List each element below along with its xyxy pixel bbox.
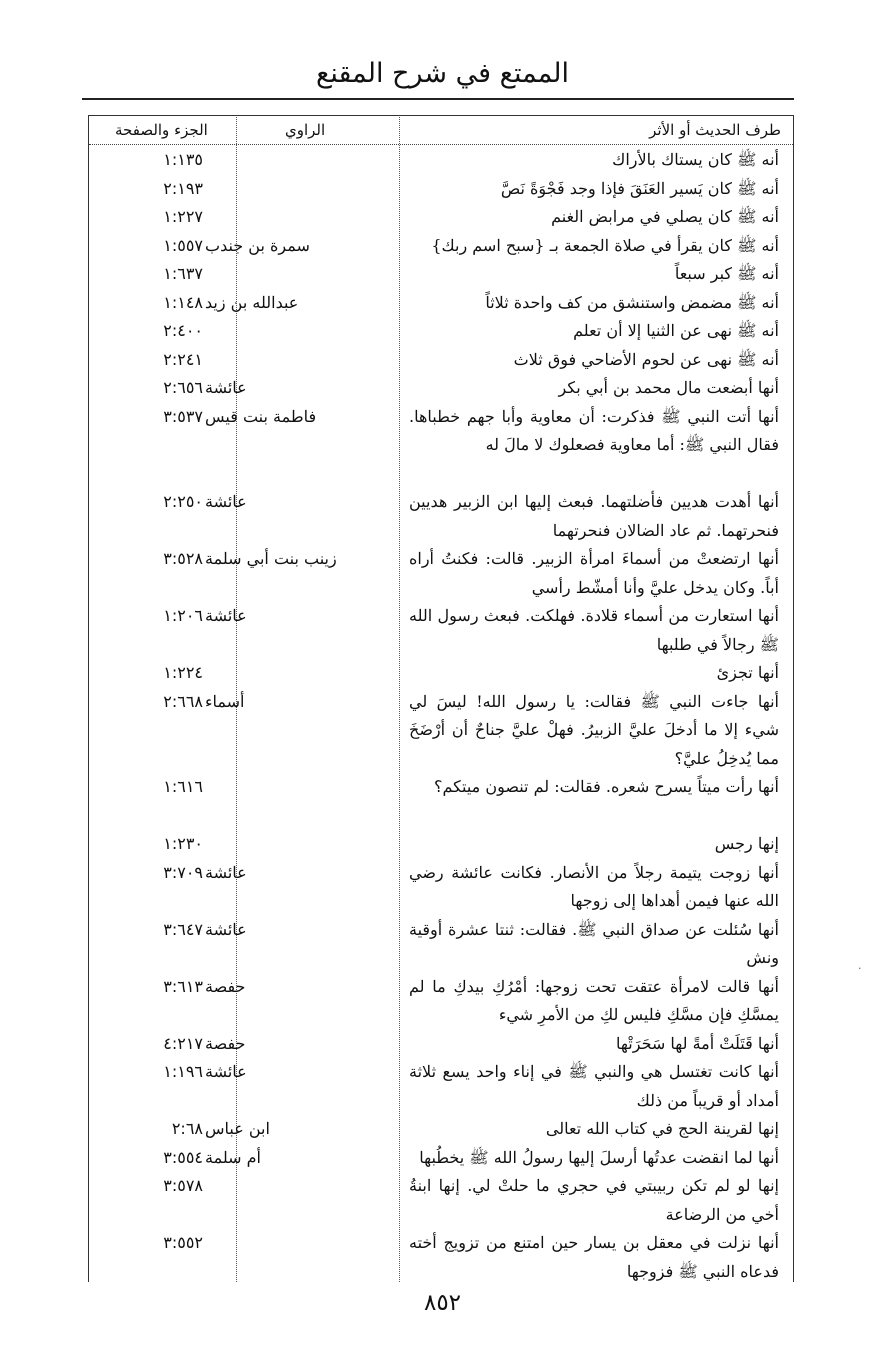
hadith-text-cell: أنه ﷺ كان يستاك بالأراك: [612, 150, 779, 169]
narrator-cell: عائشة: [205, 606, 247, 625]
hadith-text-cell: أنها جاءت النبي ﷺ فقالت: يا رسول الله! ليسَ لي شيء إلا ما أدخلَ عليَّ الزبيرُ. فهلْ عليَّ جناحٌ أن أرْضَخَ مما يُدخِلُ عليَّ؟: [409, 691, 779, 768]
table-row: [89, 830, 793, 859]
volume-page-cell: ١:٢٢٤: [163, 663, 203, 682]
volume-page-cell: ٢:٢٥٠: [163, 492, 203, 511]
table-row: [89, 488, 793, 545]
volume-page-cell: ٢:٦٦٨: [163, 691, 203, 711]
volume-page-cell: ١:٢٠٦: [163, 606, 203, 625]
hadith-index-table: [88, 115, 794, 1282]
volume-page-cell: ١:٦١٦: [163, 777, 203, 796]
narrator-cell: سمرة بن جندب: [205, 235, 310, 255]
volume-page-cell: ١:٦٣٧: [163, 264, 203, 283]
volume-page-cell: ٢:٢٤١: [163, 349, 203, 369]
table-row: [89, 1115, 793, 1144]
table-row: [89, 374, 793, 403]
table-header: [89, 115, 793, 145]
narrator-cell: عبدالله بن زيد: [205, 292, 299, 312]
narrator-cell: حفصة: [205, 976, 246, 996]
table-row: [89, 203, 793, 232]
hadith-text-cell: إنها لو لم تكن ربيبتي في حجري ما حلتْ لي. إنها ابنةُ أخي من الرضاعة: [409, 1176, 779, 1224]
table-body: [89, 146, 793, 1286]
hadith-text-cell: أنه ﷺ كبر سبعاً: [674, 264, 779, 283]
hadith-text-cell: أنها سُئلت عن صداق النبي ﷺ. فقالت: ثنتا عشرة أوقية ونش: [409, 919, 779, 967]
hadith-text-cell: أنها أهدت هديين فأضلتهما. فبعث إليها ابن الزبير هديين فنحرتهما. ثم عاد الضالان فنحرتهما: [409, 492, 779, 540]
table-row: [89, 289, 793, 318]
narrator-cell: عائشة: [205, 378, 247, 397]
narrator-cell: زينب بنت أبي سلمة: [205, 549, 337, 568]
volume-page-cell: ١:١٩٦: [163, 1062, 203, 1081]
table-row: [89, 260, 793, 289]
hadith-text-cell: أنها استعارت من أسماء قلادة. فهلكت. فبعث رسول الله ﷺ رجالاً في طلبها: [409, 606, 779, 654]
hadith-text-cell: إنها رجس: [714, 834, 779, 853]
narrator-cell: عائشة: [205, 1062, 247, 1081]
volume-page-cell: ٣:٧٠٩: [163, 862, 203, 882]
volume-page-cell: ٢:٦٥٦: [163, 378, 203, 397]
table-row: [89, 859, 793, 916]
hadith-text-cell: أنه ﷺ نهى عن الثنيا إلا أن تعلم: [573, 321, 779, 340]
volume-page-cell: ٢:٦٨: [171, 1119, 203, 1138]
narrator-cell: عائشة: [205, 492, 247, 511]
column-header-text: طرف الحديث أو الأثر: [649, 121, 781, 139]
column-header-narrator: الراوي: [285, 121, 326, 139]
narrator-cell: عائشة: [205, 862, 247, 882]
volume-page-cell: ٤:٢١٧: [163, 1033, 203, 1053]
table-row: [89, 1172, 793, 1229]
hadith-text-cell: أنها أبضعت مال محمد بن أبي بكر: [558, 378, 779, 397]
volume-page-cell: ١:٢٣٠: [163, 834, 203, 853]
volume-page-cell: ١:٢٢٧: [163, 207, 203, 226]
volume-page-cell: ١:١٤٨: [163, 292, 203, 312]
narrator-cell: حفصة: [205, 1033, 246, 1053]
hadith-text-cell: أنها قالت لامرأة عتقت تحت زوجها: أمْرُكِ بيدكِ ما لم يمسَّكِ فإن مسَّكِ فليس لكِ من الأمرِ شيء: [409, 976, 779, 1024]
running-header-title: الممتع في شرح المقنع: [315, 58, 570, 89]
hadith-text-cell: أنه ﷺ كان يَسير العَنَقَ فإذا وجد فَجْوَةً نَصَّ: [500, 178, 779, 198]
table-row: [89, 1058, 793, 1115]
hadith-text-cell: أنها زوجت يتيمة رجلاً من الأنصار. فكانت عائشة رضي الله عنها فيمن أهداها إلى زوجها: [409, 862, 779, 910]
hadith-text-cell: أنها تجزئ: [716, 663, 779, 682]
hadith-text-cell: أنه ﷺ نهى عن لحوم الأضاحي فوق ثلاث: [513, 349, 779, 369]
table-row: [89, 916, 793, 973]
volume-page-cell: ٣:٥٥٤: [163, 1147, 203, 1167]
narrator-cell: أسماء: [205, 691, 245, 711]
table-row: [89, 403, 793, 489]
table-row: [89, 602, 793, 659]
narrator-cell: ابن عباس: [205, 1119, 270, 1138]
hadith-text-cell: أنها قَتَلَتْ أمةً لها سَحَرَتْها: [616, 1033, 779, 1053]
margin-mark: ·: [858, 962, 862, 975]
hadith-text-cell: أنه ﷺ كان يصلي في مرابض الغنم: [551, 207, 779, 226]
volume-page-cell: ٢:٤٠٠: [163, 321, 203, 340]
column-header-ref: الجزء والصفحة: [115, 121, 208, 139]
volume-page-cell: ٣:٦١٣: [163, 976, 203, 996]
table-row: [89, 545, 793, 602]
table-row: [89, 232, 793, 261]
volume-page-cell: ٣:٥٧٨: [163, 1176, 203, 1195]
narrator-cell: أم سلمة: [205, 1147, 261, 1167]
table-row: [89, 688, 793, 774]
narrator-cell: فاطمة بنت قيس: [205, 406, 317, 426]
table-row: [89, 973, 793, 1030]
hadith-text-cell: أنه ﷺ كان يقرأ في صلاة الجمعة بـ {سبح اسم ربك}: [431, 235, 779, 255]
header-rule: [82, 98, 794, 100]
volume-page-cell: ٢:١٩٣: [163, 178, 203, 198]
volume-page-cell: ٣:٥٣٧: [163, 406, 203, 426]
hadith-text-cell: إنها لقرينة الحج في كتاب الله تعالى: [545, 1119, 779, 1138]
table-row: [89, 146, 793, 175]
hadith-text-cell: أنه ﷺ مضمض واستنشق من كف واحدة ثلاثاً: [485, 292, 779, 312]
table-row: [89, 659, 793, 688]
hadith-text-cell: أنها رأت ميتاً يسرح شعره. فقالت: لم تنصون ميتكم؟: [434, 777, 779, 796]
table-row: [89, 773, 793, 830]
hadith-text-cell: أنها نزلت في معقل بن يسار حين امتنع من تزويج أخته فدعاه النبي ﷺ فزوجها: [409, 1233, 779, 1281]
volume-page-cell: ١:١٣٥: [163, 150, 203, 169]
volume-page-cell: ١:٥٥٧: [163, 235, 203, 255]
hadith-text-cell: أنها كانت تغتسل هي والنبي ﷺ في إناء واحد يسع ثلاثة أمداد أو قريباً من ذلك: [409, 1062, 779, 1110]
narrator-cell: عائشة: [205, 919, 247, 939]
hadith-text-cell: أنها أتت النبي ﷺ فذكرت: أن معاوية وأبا جهم خطباها. فقال النبي ﷺ: أما معاوية فصعلوك لا مالَ له: [409, 406, 779, 454]
table-row: [89, 1144, 793, 1173]
volume-page-cell: ٣:٥٢٨: [163, 549, 203, 568]
hadith-text-cell: أنها ارتضعتْ من أسماءَ امرأة الزبير. قالت: فكنتُ أراه أباً. وكان يدخل عليَّ وأنا أمشّط رأسي: [409, 549, 779, 597]
table-row: [89, 1229, 793, 1286]
table-row: [89, 1030, 793, 1059]
page-number: ٨٥٢: [423, 1290, 462, 1316]
table-row: [89, 175, 793, 204]
hadith-text-cell: أنها لما انقضت عدتُها أرسلَ إليها رسولُ الله ﷺ يخطُبها: [419, 1147, 779, 1167]
volume-page-cell: ٣:٦٤٧: [163, 919, 203, 939]
table-row: [89, 317, 793, 346]
volume-page-cell: ٣:٥٥٢: [163, 1233, 203, 1252]
table-row: [89, 346, 793, 375]
